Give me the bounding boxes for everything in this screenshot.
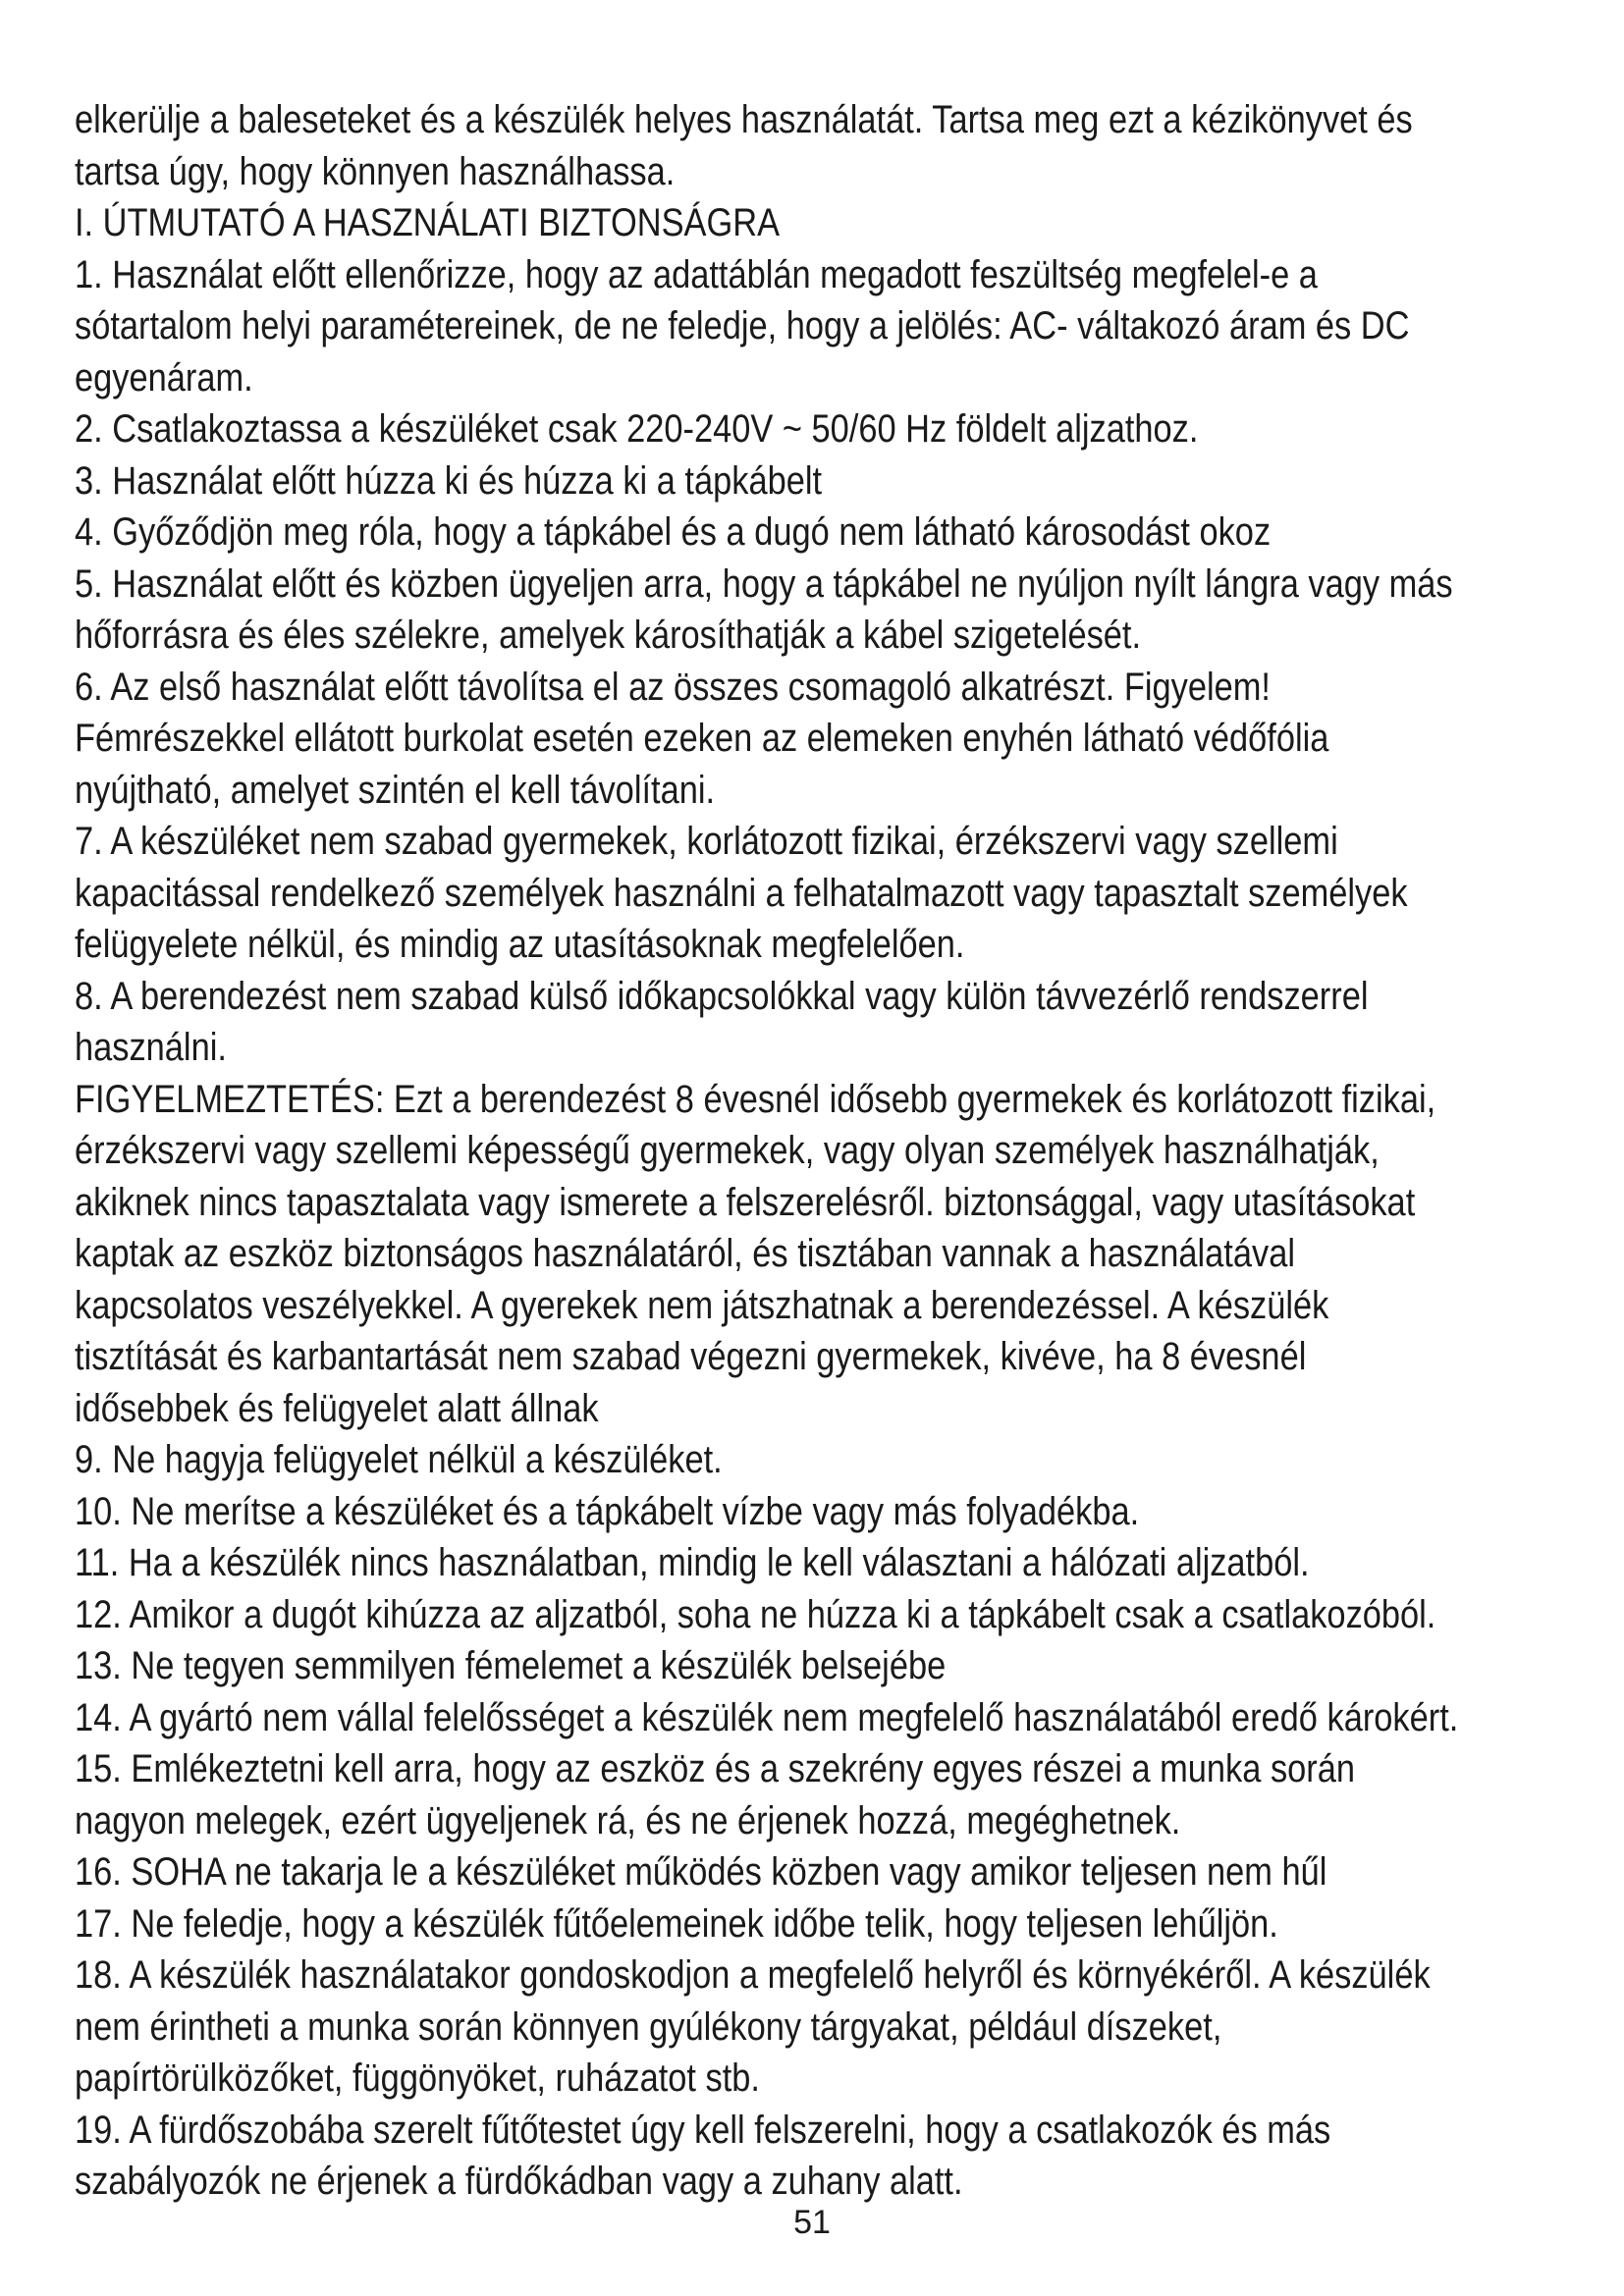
text-line: tisztítását és karbantartását nem szabad végezni gyermekek, kivéve, ha 8 évesnél	[75, 1335, 1307, 1378]
text-line: kapacitással rendelkező személyek használni a felhatalmazott vagy tapasztalt személyek	[75, 871, 1408, 915]
text-line: érzékszervi vagy szellemi képességű gyermekek, vagy olyan személyek használhatják,	[75, 1129, 1380, 1172]
text-line: 10. Ne merítse a készüléket és a tápkábelt vízbe vagy más folyadékba.	[75, 1489, 1140, 1533]
text-line: felügyelete nélkül, és mindig az utasításoknak megfelelően.	[75, 923, 965, 966]
text-line: nem érintheti a munka során könnyen gyúlékony tárgyakat, például díszeket,	[75, 2004, 1222, 2049]
warning-line: FIGYELMEZTETÉS: Ezt a berendezést 8 évesnél idősebb gyermekek és korlátozott fizikai,	[75, 1077, 1436, 1121]
text-line: 9. Ne hagyja felügyelet nélkül a készüléket.	[75, 1438, 723, 1481]
text-line: 18. A készülék használatakor gondoskodjon a megfelelő helyről és környékéről. A készülék	[75, 1953, 1431, 1997]
text-line: szabályozók ne érjenek a fürdőkádban vagy a zuhany alatt.	[75, 2160, 963, 2203]
text-line: egyenáram.	[75, 355, 253, 400]
text-line: használni.	[75, 1026, 227, 1069]
text-line: 15. Emlékeztetni kell arra, hogy az eszköz és a szekrény egyes részei a munka során	[75, 1747, 1356, 1790]
page-number: 51	[793, 2204, 831, 2241]
text-line: 2. Csatlakoztassa a készüléket csak 220-240V ~ 50/60 Hz földelt aljzathoz.	[75, 407, 1199, 451]
text-line: 13. Ne tegyen semmilyen fémelemet a készülék belsejébe	[75, 1644, 947, 1687]
text-line: nagyon melegek, ezért ügyeljenek rá, és ne érjenek hozzá, megéghetnek.	[75, 1798, 1181, 1842]
text-line: akiknek nincs tapasztalata vagy ismerete a felszerelésről. biztonsággal, vagy utasításokat	[75, 1180, 1416, 1224]
manual-page-text	[75, 94, 1577, 2208]
text-line: elkerülje a baleseteket és a készülék helyes használatát. Tartsa meg ezt a kézikönyvet és	[75, 98, 1413, 141]
text-line: nyújtható, amelyet szintén el kell távolítani.	[75, 768, 716, 812]
text-line: sótartalom helyi paramétereinek, de ne feledje, hogy a jelölés: AC- váltakozó áram és DC	[75, 304, 1410, 347]
text-line: tartsa úgy, hogy könnyen használhassa.	[75, 149, 676, 193]
text-line: 8. A berendezést nem szabad külső időkapcsolókkal vagy külön távvezérlő rendszerrel	[75, 974, 1369, 1018]
text-line: 3. Használat előtt húzza ki és húzza ki a tápkábelt	[75, 458, 823, 503]
text-line: 12. Amikor a dugót kihúzza az aljzatból, soha ne húzza ki a tápkábelt csak a csatlakozóból.	[75, 1592, 1436, 1636]
text-line: idősebbek és felügyelet alatt állnak	[75, 1386, 599, 1430]
text-line: hőforrásra és éles szélekre, amelyek károsíthatják a kábel szigetelését.	[75, 614, 1142, 657]
text-line: 7. A készüléket nem szabad gyermekek, korlátozott fizikai, érzékszervi vagy szellemi	[75, 820, 1338, 863]
text-line: 16. SOHA ne takarja le a készüléket működés közben vagy amikor teljesen nem hűl	[75, 1850, 1327, 1894]
text-line: kapcsolatos veszélyekkel. A gyerekek nem játszhatnak a berendezéssel. A készülék	[75, 1283, 1329, 1327]
section-heading: I. ÚTMUTATÓ A HASZNÁLATI BIZTONSÁGRA	[75, 201, 781, 244]
text-line: 4. Győződjön meg róla, hogy a tápkábel és a dugó nem látható károsodást okoz	[75, 510, 1272, 554]
text-line: 5. Használat előtt és közben ügyeljen arra, hogy a tápkábel ne nyúljon nyílt lángra vagy más	[75, 561, 1453, 606]
text-line: 1. Használat előtt ellenőrizze, hogy az adattáblán megadott feszültség megfelel-e a	[75, 252, 1318, 296]
text-line: 11. Ha a készülék nincs használatban, mindig le kell választani a hálózati aljzatból.	[75, 1541, 1310, 1584]
text-line: 6. Az első használat előtt távolítsa el az összes csomagoló alkatrészt. Figyelem!	[75, 665, 1271, 709]
text-line: kaptak az eszköz biztonságos használatáról, és tisztában vannak a használatával	[75, 1232, 1295, 1275]
text-line: 17. Ne feledje, hogy a készülék fűtőelemeinek időbe telik, hogy teljesen lehűljön.	[75, 1901, 1278, 1946]
text-line: 14. A gyártó nem vállal felelősséget a készülék nem megfelelő használatából eredő károkért.	[75, 1695, 1459, 1739]
text-line: papírtörülközőket, függönyöket, ruházatot stb.	[75, 2056, 760, 2100]
text-line: Fémrészekkel ellátott burkolat esetén ezeken az elemeken enyhén látható védőfólia	[75, 717, 1329, 760]
text-line: 19. A fürdőszobába szerelt fűtőtestet úgy kell felszerelni, hogy a csatlakozók és más	[75, 2108, 1331, 2152]
